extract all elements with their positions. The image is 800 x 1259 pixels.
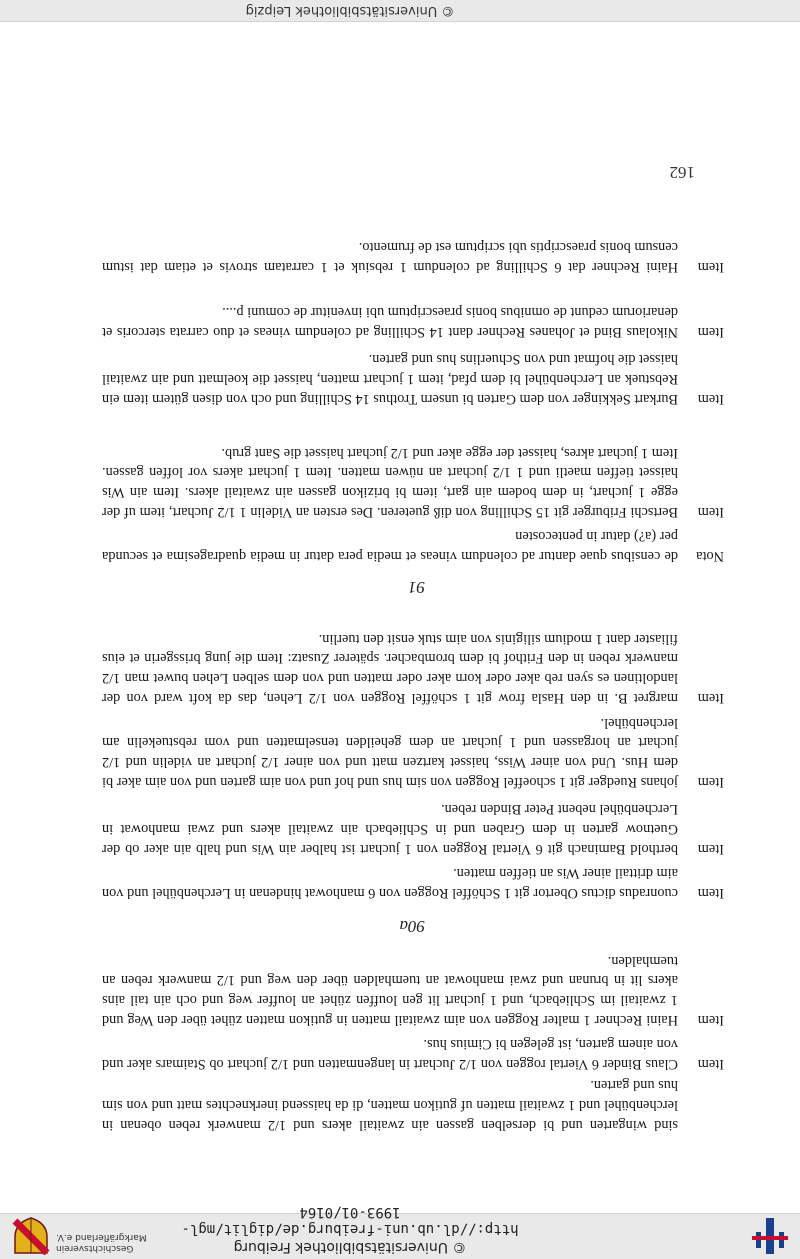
society-name-line1: Geschichtsverein bbox=[56, 1243, 134, 1253]
entry bbox=[102, 950, 724, 1029]
entry-label: Item bbox=[697, 1012, 724, 1028]
entry-label: Item bbox=[697, 259, 724, 275]
footer-copyright: © Universitätsbibliothek Leipzig bbox=[245, 3, 455, 18]
entry bbox=[102, 862, 724, 902]
entry-text: Haini Rechner 1 malter Roggen von aim zwaitail matten in gutikon matten zühet über den Weg und 1 zwaitail im Schliebach, und 1 juchart lit gen louffen zühet an louffer weg und och ain tail ains akers lit in brunan und zwai manhowat an tuemhalden über den weg und 1/2 manwerk reben an tuemhalden. bbox=[102, 952, 678, 1028]
entry-label: Item bbox=[697, 885, 724, 901]
entry-text: de censibus quae dantur ad colendum vineas et media pera datur in media quadragesima et secunda per (a?) datur in pentecosten bbox=[102, 528, 678, 564]
entry bbox=[102, 712, 724, 791]
entry bbox=[102, 799, 724, 858]
entry-text: Nikolaus Bind et Johanes Rechner dant 14 Schilling ad colendum vineas et duo carrata stercoris et denariorum cedunt de omnibus bonis praescriptum ubi invenitur de comuni p.... bbox=[102, 304, 678, 340]
entry-label: Item bbox=[697, 391, 724, 407]
entry bbox=[102, 628, 724, 707]
university-library-logo-icon bbox=[750, 1218, 790, 1254]
entry-text: cuonradus dictus Obertor git 1 Schöffel Roggen von 6 manhowat hindenan in Lerchenbühel und von aim drittail ainer Wis an tieffen matten. bbox=[102, 865, 678, 901]
society-name-line2: Markgräflerland e.V. bbox=[56, 1232, 147, 1242]
page-heading: 90a bbox=[399, 917, 425, 936]
entry bbox=[102, 525, 724, 565]
entry bbox=[102, 442, 724, 521]
copyright-notice: © Universitätsbibliothek Freiburg bbox=[233, 1239, 467, 1255]
entry-text: margret B. in den Hasla frow git 1 schöffel Roggen von 1/2 Lehen, das da koft ward von der landoltinen es syen reb aker oder korn aker oder matten und von dem selben Lehen buwet man 1/2 manwerk reben in den Frithof bi dem brombacher. späterer Zusatz: Item die jung brissgerin et eius filiaster dant 1 modium siliginis von aim stuk ensit den tuerlin. bbox=[102, 630, 678, 706]
entry-label: Nota bbox=[696, 548, 724, 564]
document-url[interactable]: http://dl.ub.uni-freiburg.de/diglit/mgl-1993-01/0164 bbox=[181, 1204, 519, 1237]
page-number: 162 bbox=[669, 163, 695, 182]
coat-of-arms-icon bbox=[12, 1217, 50, 1255]
entry-label: Item bbox=[697, 1056, 724, 1072]
page-heading: 91 bbox=[408, 578, 425, 597]
entry-label: Item bbox=[697, 774, 724, 790]
entry-continuation bbox=[102, 1075, 724, 1134]
entry-text: Burkart Sekkinger von dem Garten bi unsern Trothus 14 Schilling und och von disen gütern item ein Rebstuek an Lerchenbühel bi dem pfad, item 1 juchart matten, haisset die koelmatt und ain zwaitail haisset die hofmat und von Schuerlins hus und garten. bbox=[102, 351, 678, 407]
entry-label: Item bbox=[697, 690, 724, 706]
entry-label: Item bbox=[697, 841, 724, 857]
entry-text: sind wingarten und bi derselben gassen ain zwaitail akers und 1/2 manwerk reben obenan in lerchenbühel und 1 zwaitail matten uf gutikon matten, di da haissend inerknechtes matt und von sim hus und garten. bbox=[102, 1077, 678, 1133]
entry-text: Haini Rechner dat 6 Schilling ad colendum 1 rebsiuk et 1 carratam strovis et etiam dat istum censum bonis praescriptis ubi scriptum est de frumento. bbox=[102, 239, 678, 275]
entry bbox=[102, 301, 724, 341]
viewer-header-bar bbox=[0, 1204, 800, 1259]
entry-text: johans Ruedger git 1 schoeffel Roggen von sim hus und hof und von aim garten und von aim aker bi dem Hus. Und von ainer Wiss, haisset kartzen matt und von ainer 1/2 juchart an videlin und 1/2 juchart an horgassen und 1 juchart an dem geheilden tenselmatten und vom rebstuekelin am lerchenbühel. bbox=[102, 714, 678, 790]
entry bbox=[102, 236, 724, 276]
entry-label: Item bbox=[697, 324, 724, 340]
entry-label: Item bbox=[697, 504, 724, 520]
entry bbox=[102, 1033, 724, 1073]
entry-text: Claus Binder 6 Viertal roggen von 1/2 Juchart in langenmatten und 1/2 juchart ob Staimars aker und von ainem garten, ist gelegen bi Cimius hus. bbox=[102, 1036, 678, 1072]
entry-text: berthold Baminach git 6 Viertal Roggen von 1 juchart ist halber ain Wis und halb ain aker ob der Guetnow garten in dem Graben und in Schliebach ain zwaitail akers und zwai manhowat in Lerchenbühel nebent Peter Binden reben. bbox=[102, 801, 678, 857]
entry bbox=[102, 349, 724, 408]
entry-text: Bertschi Friburger git 15 Schilling von diß gueteren. Des ersten an Videlin 1 1/2 Juchart, item uf der egge 1 juchart, in dem bodem ain gart, item bi brizikon gassen ain zwaitail akers. Item ain Wis haisset tieffen maetli und 1 1/2 juchart an nüwen matten. Item 1 juchart akers vor loffen gassen. Item 1 juchart akres, haisset der egge aker und 1/2 juchart haisset die Sant grub. bbox=[102, 444, 678, 520]
society-name bbox=[56, 1231, 166, 1253]
viewer-footer-bar bbox=[0, 0, 800, 22]
